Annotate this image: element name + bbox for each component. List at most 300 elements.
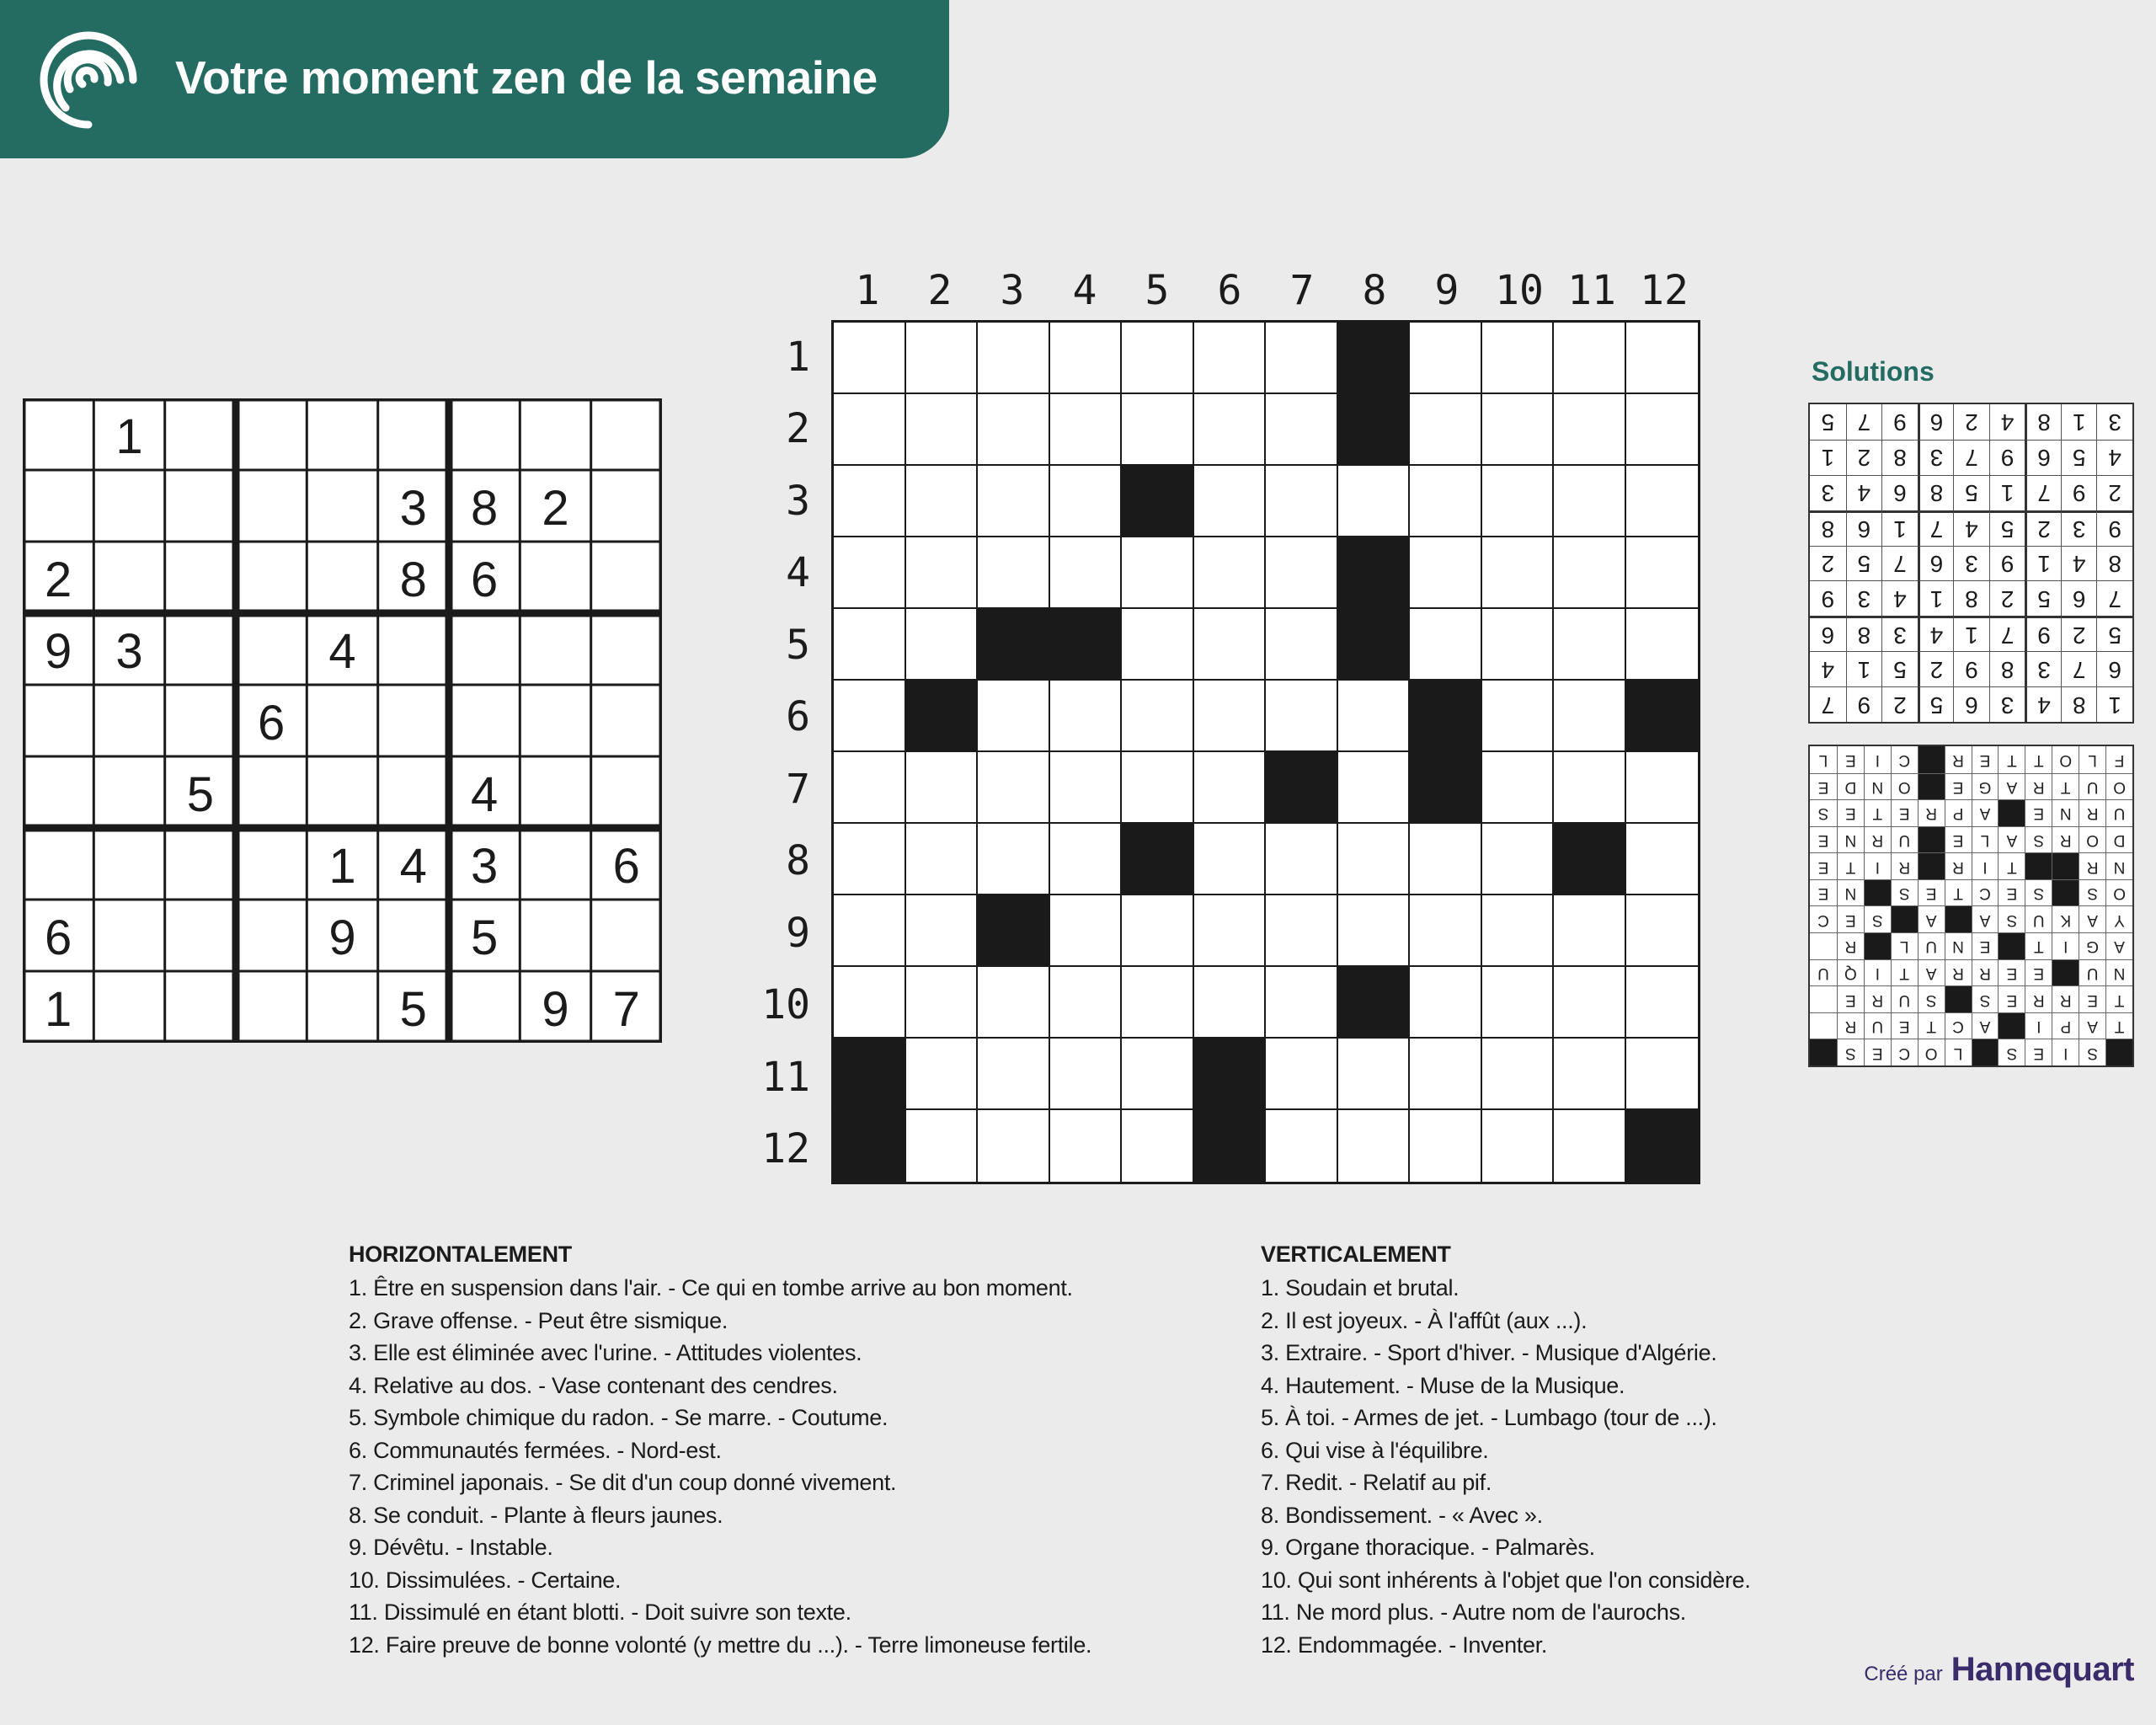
sudoku-cell[interactable] xyxy=(449,971,520,1043)
sudoku-cell[interactable] xyxy=(236,398,307,470)
sudoku-cell[interactable] xyxy=(165,971,236,1043)
crossword-cell[interactable] xyxy=(1266,895,1338,967)
crossword-cell[interactable] xyxy=(906,1110,979,1182)
crossword-cell[interactable] xyxy=(1626,466,1699,537)
horizontal-clue: 7. Criminel japonais. - Se dit d'un coup donné vivement. xyxy=(349,1470,897,1495)
crossword-cell[interactable] xyxy=(834,895,906,967)
crossword-cell[interactable] xyxy=(1266,1110,1338,1182)
solution-sudoku-cell: 1 xyxy=(1918,580,1954,616)
crossword-cell[interactable] xyxy=(1626,824,1699,895)
sudoku-cell[interactable] xyxy=(93,828,164,900)
sudoku-cell[interactable]: 6 xyxy=(612,838,640,894)
column-number: 12 xyxy=(1640,267,1689,314)
solution-crossword-cell: E xyxy=(1945,773,1972,800)
crossword-cell[interactable] xyxy=(1194,609,1267,681)
crossword-cell[interactable] xyxy=(1626,967,1699,1039)
crossword-cell[interactable] xyxy=(1482,537,1555,609)
crossword-cell[interactable] xyxy=(1266,824,1338,895)
sudoku-cell[interactable]: 1 xyxy=(328,838,356,894)
sudoku-cell[interactable] xyxy=(520,398,590,470)
solution-sudoku-cell: 7 xyxy=(1846,404,1882,440)
sudoku-cell[interactable]: 3 xyxy=(471,838,499,894)
sudoku-cell[interactable] xyxy=(449,613,520,685)
sudoku-cell[interactable] xyxy=(307,542,377,613)
column-number: 9 xyxy=(1434,267,1460,314)
vertical-clue: 2. Il est joyeux. - À l'affût (aux ...). xyxy=(1261,1307,1588,1333)
crossword-cell[interactable] xyxy=(1266,609,1338,681)
solution-sudoku-cell: 3 xyxy=(1953,546,1989,581)
sudoku-cell[interactable] xyxy=(378,685,449,756)
solution-sudoku-cell: 1 xyxy=(1881,510,1918,546)
solution-crossword-cell: C xyxy=(1810,906,1837,933)
sudoku-cell[interactable] xyxy=(236,470,307,542)
crossword-cell[interactable] xyxy=(1410,895,1482,967)
sudoku-cell[interactable] xyxy=(165,828,236,900)
solution-crossword-cell: S xyxy=(2025,879,2052,906)
crossword-cell[interactable] xyxy=(1266,967,1338,1039)
sudoku-cell[interactable] xyxy=(93,756,164,828)
sudoku-cell[interactable] xyxy=(591,613,662,685)
crossword-cell[interactable] xyxy=(1122,394,1194,466)
crossword-cell[interactable] xyxy=(1338,752,1411,824)
crossword-cell[interactable] xyxy=(1410,609,1482,681)
solution-crossword-cell: U xyxy=(1864,1012,1891,1039)
sudoku-cell[interactable] xyxy=(23,685,93,756)
sudoku-cell[interactable]: 8 xyxy=(471,480,499,536)
solution-crossword-cell: E xyxy=(1891,799,1918,826)
sudoku-cell[interactable]: 1 xyxy=(115,409,143,464)
sudoku-cell[interactable]: 3 xyxy=(399,480,427,536)
sudoku-cell[interactable]: 5 xyxy=(471,910,499,965)
sudoku-cell[interactable] xyxy=(307,398,377,470)
crossword-cell[interactable] xyxy=(1122,1110,1194,1182)
crossword-cell[interactable] xyxy=(978,537,1050,609)
crossword-cell[interactable] xyxy=(1266,537,1338,609)
crossword-cell[interactable] xyxy=(1482,1039,1555,1110)
crossword-cell[interactable] xyxy=(1050,323,1123,394)
crossword-black-cell xyxy=(1194,1039,1267,1110)
sudoku-cell[interactable] xyxy=(591,470,662,542)
sudoku-cell[interactable] xyxy=(520,613,590,685)
row-number: 12 xyxy=(761,1125,810,1173)
crossword-cell[interactable] xyxy=(834,824,906,895)
sudoku-cell[interactable]: 6 xyxy=(471,552,499,607)
vertical-clue: 11. Ne mord plus. - Autre nom de l'aurochs. xyxy=(1261,1599,1687,1625)
crossword-cell[interactable] xyxy=(978,323,1050,394)
crossword-cell[interactable] xyxy=(978,681,1050,752)
solution-crossword-cell: U xyxy=(2079,773,2105,800)
crossword-cell[interactable] xyxy=(1338,1039,1411,1110)
crossword-cell[interactable] xyxy=(1626,609,1699,681)
sudoku-cell[interactable] xyxy=(165,542,236,613)
crossword-cell[interactable] xyxy=(1554,895,1626,967)
crossword-cell[interactable] xyxy=(1194,681,1267,752)
crossword-cell[interactable] xyxy=(1482,323,1555,394)
sudoku-cell[interactable] xyxy=(236,542,307,613)
crossword-cell[interactable] xyxy=(1626,1039,1699,1110)
crossword-cell[interactable] xyxy=(834,466,906,537)
solution-crossword-cell: Q xyxy=(1837,959,1864,986)
solution-crossword-cell: T xyxy=(1837,852,1864,879)
crossword-cell[interactable] xyxy=(1050,895,1123,967)
crossword-cell[interactable] xyxy=(1122,895,1194,967)
crossword-cell[interactable] xyxy=(978,466,1050,537)
crossword-cell[interactable] xyxy=(834,323,906,394)
solution-crossword-cell: R xyxy=(1864,985,1891,1012)
sudoku-cell[interactable] xyxy=(449,685,520,756)
sudoku-cell[interactable]: 5 xyxy=(399,981,427,1037)
crossword-cell[interactable] xyxy=(1554,323,1626,394)
crossword-cell[interactable] xyxy=(1554,681,1626,752)
horizontal-clue: 12. Faire preuve de bonne volonté (y mettre du ...). - Terre limoneuse fertile. xyxy=(349,1632,1092,1658)
sudoku-cell[interactable]: 9 xyxy=(542,981,569,1037)
crossword-cell[interactable] xyxy=(1482,466,1555,537)
crossword-cell[interactable] xyxy=(1194,323,1267,394)
sudoku-cell[interactable] xyxy=(591,756,662,828)
crossword-cell[interactable] xyxy=(1554,537,1626,609)
row-number: 9 xyxy=(786,909,810,957)
crossword-cell[interactable] xyxy=(1410,824,1482,895)
crossword-cell[interactable] xyxy=(1626,752,1699,824)
crossword-cell[interactable] xyxy=(978,752,1050,824)
crossword-cell[interactable] xyxy=(1266,394,1338,466)
sudoku-cell[interactable] xyxy=(236,828,307,900)
crossword-row-numbers xyxy=(733,321,825,1185)
solution-crossword-cell: E xyxy=(1998,959,2025,986)
crossword-black-cell xyxy=(1626,681,1699,752)
solution-crossword-cell xyxy=(1810,932,1837,959)
sudoku-cell[interactable] xyxy=(236,613,307,685)
solution-sudoku-cell: 9 xyxy=(2096,510,2132,546)
solution-crossword-cell: A xyxy=(1918,959,1945,986)
crossword-black-cell xyxy=(834,1110,906,1182)
crossword-cell[interactable] xyxy=(1050,681,1123,752)
solution-sudoku-cell: 4 xyxy=(1918,616,1954,651)
solution-crossword-cell xyxy=(1810,985,1837,1012)
sudoku-cell[interactable] xyxy=(520,756,590,828)
solution-crossword-cell: I xyxy=(2025,1012,2052,1039)
column-number: 4 xyxy=(1072,267,1097,314)
crossword-cell[interactable] xyxy=(1122,323,1194,394)
sudoku-cell[interactable] xyxy=(165,613,236,685)
solution-crossword-cell: S xyxy=(2079,879,2105,906)
crossword-cell[interactable] xyxy=(1266,681,1338,752)
vertical-clue: 12. Endommagée. - Inventer. xyxy=(1261,1632,1548,1658)
solution-sudoku-cell: 9 xyxy=(1810,580,1846,616)
crossword-cell[interactable] xyxy=(1410,1039,1482,1110)
sudoku-cell[interactable] xyxy=(307,756,377,828)
crossword-cell[interactable] xyxy=(1050,967,1123,1039)
crossword-black-cell xyxy=(978,609,1050,681)
sudoku-cell[interactable] xyxy=(378,398,449,470)
crossword-cell[interactable] xyxy=(1050,1110,1123,1182)
sudoku-cell[interactable]: 4 xyxy=(328,623,356,679)
sudoku-cell[interactable] xyxy=(520,828,590,900)
solution-crossword-black-cell xyxy=(1998,799,2025,826)
crossword-cell[interactable] xyxy=(1554,1039,1626,1110)
crossword-cell[interactable] xyxy=(1338,681,1411,752)
sudoku-cells xyxy=(23,398,662,1043)
crossword-cell[interactable] xyxy=(1266,466,1338,537)
sudoku-cell[interactable]: 4 xyxy=(399,838,427,894)
row-number: 10 xyxy=(761,981,810,1029)
crossword-cell[interactable] xyxy=(1194,895,1267,967)
horizontal-clues-title: HORIZONTALEMENT xyxy=(349,1242,572,1267)
crossword-cell[interactable] xyxy=(1266,1039,1338,1110)
sudoku-cell[interactable] xyxy=(165,470,236,542)
crossword-cell[interactable] xyxy=(1410,394,1482,466)
solution-crossword-cell: K xyxy=(2052,906,2079,933)
solution-crossword-cell: S xyxy=(1998,906,2025,933)
crossword-cell[interactable] xyxy=(1122,1039,1194,1110)
sudoku-cell[interactable] xyxy=(307,685,377,756)
crossword-black-cell xyxy=(1122,824,1194,895)
sudoku-cell[interactable] xyxy=(165,900,236,971)
sudoku-cell[interactable]: 2 xyxy=(542,480,569,536)
sudoku-cell[interactable] xyxy=(23,398,93,470)
crossword-cell[interactable] xyxy=(906,752,979,824)
crossword-cell[interactable] xyxy=(906,323,979,394)
crossword-cell[interactable] xyxy=(1122,537,1194,609)
crossword-cell[interactable] xyxy=(834,609,906,681)
crossword-cell[interactable] xyxy=(1050,752,1123,824)
solution-crossword-cell: R xyxy=(1945,959,1972,986)
sudoku-cell[interactable]: 2 xyxy=(45,552,72,607)
crossword-cell[interactable] xyxy=(1122,752,1194,824)
crossword-cell[interactable] xyxy=(1626,323,1699,394)
solution-crossword-cell: N xyxy=(1837,879,1864,906)
crossword-cell[interactable] xyxy=(1050,824,1123,895)
crossword-cell[interactable] xyxy=(1050,466,1123,537)
crossword-cell[interactable] xyxy=(1626,394,1699,466)
sudoku-cell[interactable] xyxy=(307,470,377,542)
crossword-cell[interactable] xyxy=(834,967,906,1039)
column-number: 6 xyxy=(1217,267,1242,314)
solution-crossword-cell: A xyxy=(2079,1012,2105,1039)
sudoku-cell[interactable] xyxy=(520,900,590,971)
crossword-cell[interactable] xyxy=(834,681,906,752)
crossword-cell[interactable] xyxy=(1554,752,1626,824)
crossword-cell[interactable] xyxy=(978,1110,1050,1182)
crossword-cell[interactable] xyxy=(1050,537,1123,609)
sudoku-cell[interactable] xyxy=(591,398,662,470)
solution-crossword-cell: I xyxy=(1864,959,1891,986)
crossword-cell[interactable] xyxy=(1122,609,1194,681)
solution-crossword-cell: Y xyxy=(2105,906,2132,933)
sudoku-cell[interactable] xyxy=(165,398,236,470)
crossword-cell[interactable] xyxy=(1266,323,1338,394)
sudoku-cell[interactable] xyxy=(23,756,93,828)
solution-sudoku-cell: 1 xyxy=(2025,546,2061,581)
sudoku-cell[interactable] xyxy=(378,756,449,828)
sudoku-cell[interactable] xyxy=(165,685,236,756)
crossword-cell[interactable] xyxy=(906,394,979,466)
crossword-cell[interactable] xyxy=(978,1039,1050,1110)
solution-crossword-cell: E xyxy=(1918,879,1945,906)
crossword-cell[interactable] xyxy=(1554,1110,1626,1182)
solution-sudoku-cell: 7 xyxy=(1810,686,1846,722)
sudoku-cell[interactable]: 5 xyxy=(186,766,214,822)
solution-sudoku-cell: 4 xyxy=(1989,404,2025,440)
solution-crossword-cell: R xyxy=(2052,985,2079,1012)
sudoku-cell[interactable] xyxy=(93,470,164,542)
crossword-cell[interactable] xyxy=(1338,824,1411,895)
crossword-cell[interactable] xyxy=(834,394,906,466)
sudoku-cell[interactable] xyxy=(591,542,662,613)
solution-crossword-cell: N xyxy=(2052,799,2079,826)
sudoku-cell[interactable] xyxy=(93,685,164,756)
crossword-cell[interactable] xyxy=(978,824,1050,895)
solution-crossword-cell: P xyxy=(1945,799,1972,826)
crossword-cell[interactable] xyxy=(1338,895,1411,967)
sudoku-cell[interactable] xyxy=(93,900,164,971)
crossword-cell[interactable] xyxy=(1194,824,1267,895)
crossword-cell[interactable] xyxy=(1410,1110,1482,1182)
sudoku-cell[interactable] xyxy=(591,685,662,756)
crossword-cell[interactable] xyxy=(1626,895,1699,967)
crossword-cell[interactable] xyxy=(1410,537,1482,609)
crossword-cell[interactable] xyxy=(1482,895,1555,967)
sudoku-cell[interactable] xyxy=(307,971,377,1043)
crossword-cell[interactable] xyxy=(1194,537,1267,609)
crossword-black-cell xyxy=(1338,537,1411,609)
crossword-black-cell xyxy=(906,681,979,752)
sudoku-cell[interactable] xyxy=(449,398,520,470)
sudoku-cell[interactable]: 1 xyxy=(45,981,72,1037)
sudoku-cell[interactable] xyxy=(93,971,164,1043)
crossword-cell[interactable] xyxy=(1194,466,1267,537)
vertical-clue: 6. Qui vise à l'équilibre. xyxy=(1261,1437,1489,1463)
solution-crossword-cell: E xyxy=(2025,959,2052,986)
solution-crossword-cell: F xyxy=(2105,746,2132,773)
crossword-cell[interactable] xyxy=(1194,967,1267,1039)
sudoku-cell[interactable] xyxy=(236,900,307,971)
solution-crossword-cell: E xyxy=(1837,799,1864,826)
solution-sudoku-cell: 1 xyxy=(2061,404,2097,440)
crossword-cell[interactable] xyxy=(906,824,979,895)
solution-sudoku-cell: 7 xyxy=(1953,440,1989,475)
solution-crossword-cell: T xyxy=(2105,1012,2132,1039)
crossword-cell[interactable] xyxy=(834,537,906,609)
crossword-cell[interactable] xyxy=(1482,752,1555,824)
solution-crossword-cell: E xyxy=(2079,985,2105,1012)
solution-crossword-cell: S xyxy=(1972,985,1999,1012)
sudoku-cell[interactable]: 6 xyxy=(45,910,72,965)
sudoku-cell[interactable]: 4 xyxy=(471,766,499,822)
crossword-cell[interactable] xyxy=(1410,323,1482,394)
solution-crossword-cell: E xyxy=(1864,1039,1891,1065)
crossword-cell[interactable] xyxy=(1410,967,1482,1039)
crossword-cell[interactable] xyxy=(1626,537,1699,609)
solution-crossword-cell: R xyxy=(2025,773,2052,800)
sudoku-cell[interactable] xyxy=(236,971,307,1043)
solution-crossword-cell: E xyxy=(2025,799,2052,826)
column-number: 5 xyxy=(1145,267,1170,314)
solution-crossword-cell: G xyxy=(2079,932,2105,959)
crossword-cell[interactable] xyxy=(1482,967,1555,1039)
crossword-cell[interactable] xyxy=(906,537,979,609)
crossword-cell[interactable] xyxy=(1554,609,1626,681)
sudoku-cell[interactable] xyxy=(520,685,590,756)
solution-sudoku-cell: 9 xyxy=(1989,440,2025,475)
crossword-cell[interactable] xyxy=(1050,1039,1123,1110)
solution-crossword-cell: E xyxy=(1810,852,1837,879)
solution-crossword-cell: E xyxy=(2025,1039,2052,1065)
credit xyxy=(1864,1651,2134,1689)
crossword-cell[interactable] xyxy=(834,752,906,824)
sudoku-cell[interactable] xyxy=(236,756,307,828)
brand-logo: Hannequart xyxy=(1951,1651,2134,1688)
row-number: 7 xyxy=(786,765,810,813)
solution-sudoku-cell: 2 xyxy=(1881,686,1918,722)
sudoku-cell[interactable]: 6 xyxy=(258,695,286,750)
crossword-cell[interactable] xyxy=(1194,394,1267,466)
solution-sudoku-cell: 3 xyxy=(2061,510,2097,546)
crossword-cell[interactable] xyxy=(906,1039,979,1110)
sudoku-cell[interactable]: 8 xyxy=(399,552,427,607)
solution-crossword-cell: R xyxy=(1945,746,1972,773)
solution-sudoku-cell: 9 xyxy=(1881,404,1918,440)
crossword-cell[interactable] xyxy=(1122,681,1194,752)
sudoku-cell[interactable]: 9 xyxy=(328,910,356,965)
crossword-cell[interactable] xyxy=(1482,609,1555,681)
crossword-cell[interactable] xyxy=(1482,824,1555,895)
sudoku-cell[interactable]: 9 xyxy=(45,623,72,679)
crossword-cell[interactable] xyxy=(1338,466,1411,537)
crossword-cell[interactable] xyxy=(906,466,979,537)
solution-sudoku-cell: 3 xyxy=(1881,616,1918,651)
crossword-cell[interactable] xyxy=(1338,1110,1411,1182)
sudoku-cell[interactable] xyxy=(93,542,164,613)
crossword-column-numbers xyxy=(831,253,1700,328)
solution-sudoku-cell: 4 xyxy=(1953,510,1989,546)
crossword-cell[interactable] xyxy=(978,394,1050,466)
crossword-cell[interactable] xyxy=(1122,967,1194,1039)
sudoku-cell[interactable] xyxy=(378,900,449,971)
sudoku-cell[interactable] xyxy=(23,470,93,542)
sudoku-cell[interactable]: 7 xyxy=(612,981,640,1037)
crossword-cell[interactable] xyxy=(906,609,979,681)
crossword-cell[interactable] xyxy=(1554,394,1626,466)
solution-sudoku-cell: 2 xyxy=(2061,616,2097,651)
solution-crossword-cell: R xyxy=(1918,799,1945,826)
crossword-black-cell xyxy=(834,1039,906,1110)
crossword-cell[interactable] xyxy=(906,895,979,967)
crossword-cell[interactable] xyxy=(1194,752,1267,824)
solution-crossword-cell: N xyxy=(2105,852,2132,879)
crossword-cell[interactable] xyxy=(1482,681,1555,752)
crossword-cell[interactable] xyxy=(1554,466,1626,537)
horizontal-clue: 3. Elle est éliminée avec l'urine. - Attitudes violentes. xyxy=(349,1340,862,1365)
crossword-cell[interactable] xyxy=(1554,967,1626,1039)
crossword-cell[interactable] xyxy=(1050,394,1123,466)
sudoku-cell[interactable] xyxy=(520,542,590,613)
sudoku-cell[interactable] xyxy=(378,613,449,685)
sudoku-cell[interactable]: 3 xyxy=(115,623,143,679)
sudoku-cell[interactable] xyxy=(23,828,93,900)
sudoku-cell[interactable] xyxy=(591,900,662,971)
crossword-cell[interactable] xyxy=(1410,466,1482,537)
crossword-cell[interactable] xyxy=(906,967,979,1039)
crossword-black-cell xyxy=(978,895,1050,967)
crossword-cell[interactable] xyxy=(1482,394,1555,466)
crossword-cell[interactable] xyxy=(978,967,1050,1039)
crossword-cell[interactable] xyxy=(1482,1110,1555,1182)
solution-crossword-cell: E xyxy=(1998,985,2025,1012)
vertical-clue: 9. Organe thoracique. - Palmarès. xyxy=(1261,1535,1595,1560)
solution-crossword-cell: E xyxy=(1972,932,1999,959)
solution-crossword-cell: R xyxy=(1837,1012,1864,1039)
